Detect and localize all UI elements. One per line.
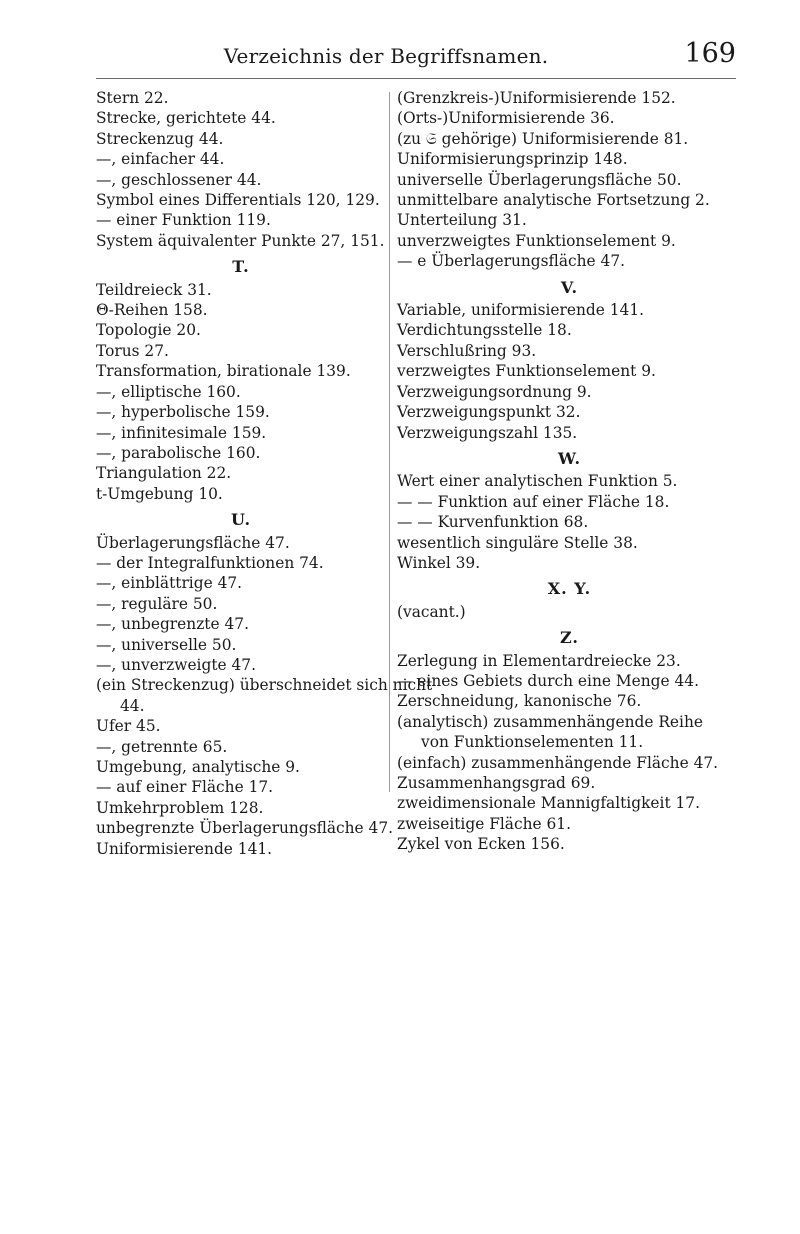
index-entry: —, unbegrenzte 47. <box>96 615 249 634</box>
index-entry: (analytisch) zusammenhängende Reihe <box>397 712 703 731</box>
index-entry: t-Umgebung 10. <box>96 484 223 503</box>
index-entry: verzweigtes Funktionselement 9. <box>397 362 656 381</box>
index-entry: Verschlußring 93. <box>397 341 537 360</box>
index-column-right <box>397 88 742 855</box>
index-entry: Zerlegung in Elementardreiecke 23. <box>397 651 681 670</box>
index-entry: Zerschneidung, kanonische 76. <box>397 692 642 711</box>
index-entry: —, einblättrige 47. <box>96 574 243 593</box>
page-header <box>96 38 736 78</box>
index-entry: Verzweigungsordnung 9. <box>397 382 592 401</box>
index-entry: Umkehrproblem 128. <box>96 798 264 817</box>
index-entry: Θ-Reihen 158. <box>96 301 208 320</box>
index-entry: (vacant.) <box>397 602 466 621</box>
index-entry: —, getrennte 65. <box>96 737 228 756</box>
index-entry: Verzweigungspunkt 32. <box>397 403 581 422</box>
index-entry: Umgebung, analytische 9. <box>96 758 300 776</box>
index-entry: (ein Streckenzug) überschneidet sich nicht <box>96 676 433 695</box>
index-entry: — — Funktion auf einer Fläche 18. <box>397 492 670 511</box>
page-number: 169 <box>684 38 736 69</box>
index-entry: Variable, uniformisierende 141. <box>397 301 645 320</box>
index-entry: Zykel von Ecken 156. <box>397 835 565 854</box>
index-entry: —, elliptische 160. <box>96 382 241 401</box>
index-entry-continuation: von Funktionselementen 11. <box>421 733 644 752</box>
index-entry: — eines Gebiets durch eine Menge 44. <box>397 671 699 690</box>
index-entry: Wert einer analytischen Funktion 5. <box>397 472 678 491</box>
index-entry: unverzweigtes Funktionselement 9. <box>397 231 676 250</box>
index-entry: Torus 27. <box>96 341 169 360</box>
index-entry: unmittelbare analytische Fortsetzung 2. <box>397 191 710 210</box>
index-entry: Verzweigungszahl 135. <box>397 423 578 442</box>
index-entry: —, einfacher 44. <box>96 150 225 169</box>
section-letter: U. <box>230 510 252 530</box>
index-entry: Triangulation 22. <box>96 464 232 483</box>
index-entry: — — Kurvenfunktion 68. <box>397 513 589 532</box>
index-entry: (einfach) zusammenhängende Fläche 47. <box>397 753 719 772</box>
index-entry: Winkel 39. <box>397 553 481 572</box>
index-entry: —, parabolische 160. <box>96 443 261 462</box>
column-divider <box>389 92 390 792</box>
index-entry: Stern 22. <box>96 89 169 107</box>
index-entry: Topologie 20. <box>96 321 201 340</box>
index-entry: zweiseitige Fläche 61. <box>397 814 571 833</box>
index-entry: —, reguläre 50. <box>96 594 218 613</box>
index-entry-continuation: 44. <box>120 696 145 715</box>
index-entry: Symbol eines Differentials 120, 129. <box>96 191 380 210</box>
running-title: Verzeichnis der Begriffsnamen. <box>223 44 549 68</box>
index-entry: universelle Überlagerungsfläche 50. <box>397 170 682 189</box>
index-entry: —, hyperbolische 159. <box>96 403 270 422</box>
index-entry: Zusammenhangsgrad 69. <box>397 774 596 792</box>
index-entry: Strecke, gerichtete 44. <box>96 109 276 128</box>
index-entry: — auf einer Fläche 17. <box>96 778 274 797</box>
index-entry: —, universelle 50. <box>96 635 237 654</box>
index-entry: unbegrenzte Überlagerungsfläche 47. <box>96 819 394 838</box>
index-entry: — e Überlagerungsfläche 47. <box>397 252 626 271</box>
index-entry: Uniformisierungsprinzip 148. <box>397 150 628 169</box>
index-entry: zweidimensionale Mannigfaltigkeit 17. <box>397 794 700 813</box>
index-entry: Uniformisierende 141. <box>96 839 273 858</box>
section-letter: X. Y. <box>547 579 592 599</box>
index-entry: Teildreieck 31. <box>96 280 212 299</box>
index-entry: (zu 𝔖 gehörige) Uniformisierende 81. <box>397 129 689 148</box>
index-entry: Überlagerungsfläche 47. <box>96 533 290 552</box>
header-rule <box>96 78 736 79</box>
section-letter: W. <box>557 448 582 468</box>
index-entry: Transformation, birationale 139. <box>96 362 351 381</box>
index-entry: System äquivalenter Punkte 27, 151. <box>96 231 385 250</box>
index-entry: — einer Funktion 119. <box>96 211 271 230</box>
index-entry: Verdichtungsstelle 18. <box>397 321 572 340</box>
section-letter: T. <box>232 257 250 277</box>
section-letter: V. <box>560 277 579 297</box>
index-entry: Streckenzug 44. <box>96 129 224 148</box>
index-entry: Unterteilung 31. <box>397 211 527 230</box>
section-letter: Z. <box>560 628 579 648</box>
index-entry: Ufer 45. <box>96 717 161 736</box>
index-entry: (Grenzkreis-)Uniformisierende 152. <box>397 89 676 107</box>
index-entry: —, geschlossener 44. <box>96 170 262 189</box>
index-entry: —, infinitesimale 159. <box>96 423 267 442</box>
index-entry: wesentlich singuläre Stelle 38. <box>397 533 638 552</box>
index-entry: —, unverzweigte 47. <box>96 655 256 674</box>
index-entry: — der Integralfunktionen 74. <box>96 553 324 572</box>
index-entry: (Orts-)Uniformisierende 36. <box>397 109 615 128</box>
